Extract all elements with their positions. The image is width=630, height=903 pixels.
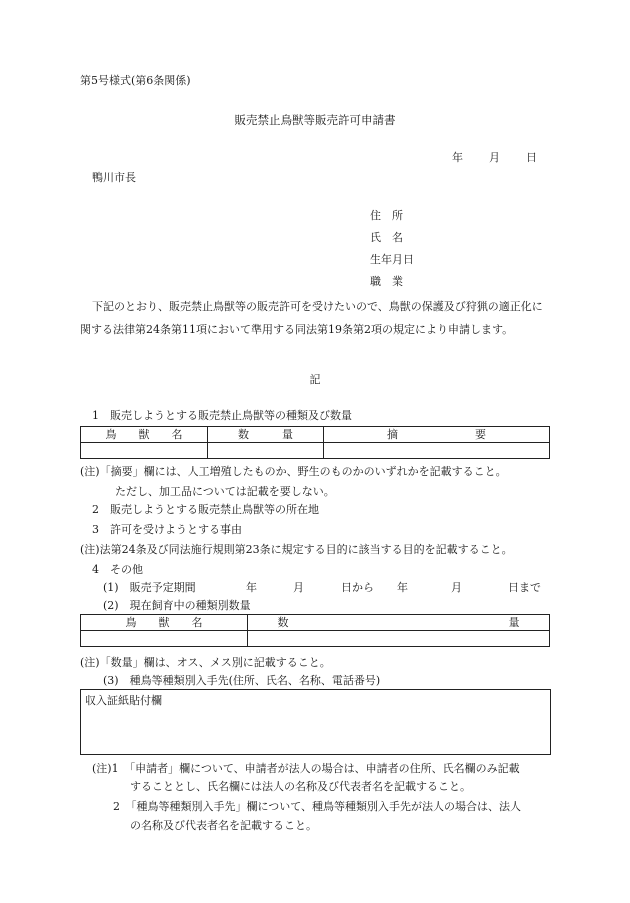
cell-quantity[interactable] — [248, 631, 550, 647]
to-day: 日まで — [508, 581, 541, 594]
applicant-birthdate-label: 生年月日 — [370, 253, 414, 266]
to-month: 月 — [451, 581, 462, 594]
table-header-row — [81, 427, 550, 443]
species-quantity-table — [80, 426, 550, 459]
recipient: 鴨川市長 — [92, 171, 136, 184]
section1-heading: 1 販売しようとする販売禁止鳥獣等の種類及び数量 — [92, 409, 352, 422]
footnote-2: 2 「種鳥等種類別入手先」欄について、種鳥等種類別入手先が法人の場合は、法人 — [113, 800, 522, 813]
col-species: 鳥 獣 名 — [81, 615, 248, 631]
table-row — [81, 631, 550, 647]
date-month: 月 — [489, 151, 500, 164]
col-quantity: 数 量 — [248, 615, 550, 631]
col-quantity: 数 量 — [208, 427, 324, 443]
cell-species[interactable] — [81, 443, 208, 459]
revenue-stamp-box — [80, 689, 551, 755]
intro-paragraph: 下記のとおり、販売禁止鳥獣等の販売許可を受けたいので、鳥獣の保護及び狩猟の適正化に関する法律第24条第11項において準用する同法第19条第2項の規定により申請します。 — [80, 300, 543, 336]
section2-heading: 2 販売しようとする販売禁止鳥獣等の所在地 — [92, 503, 319, 516]
section3-heading: 3 許可を受けようとする事由 — [92, 523, 242, 536]
table-row — [81, 443, 550, 459]
col-remarks: 摘 要 — [324, 427, 550, 443]
cell-species[interactable] — [81, 631, 248, 647]
section3-note: (注)法第24条及び同法施行規則第23条に規定する目的に該当する目的を記載すること。 — [80, 543, 513, 556]
current-stock-note: (注)「数量」欄は、オス、メス別に記載すること。 — [80, 656, 331, 669]
footnote-1: (注)1 「申請者」欄について、申請者が法人の場合は、申請者の住所、氏名欄のみ記載 — [92, 762, 520, 775]
section1-note: (注)「摘要」欄には、人工増殖したものか、野生のものかのいずれかを記載すること。 — [80, 465, 507, 478]
footnote-1-cont: することとし、氏名欄には法人の名称及び代表者名を記載すること。 — [130, 780, 471, 793]
cell-remarks[interactable] — [324, 443, 550, 459]
applicant-occupation-label: 職 業 — [370, 275, 403, 288]
from-day: 日から — [341, 581, 374, 594]
revenue-stamp-label: 収入証紙貼付欄 — [85, 694, 162, 707]
date-year: 年 — [452, 151, 463, 164]
current-stock-heading: (2) 現在飼育中の種類別数量 — [103, 599, 251, 612]
applicant-address-label: 住 所 — [370, 209, 403, 222]
source-heading: (3) 種鳥等種類別入手先(住所、氏名、名称、電話番号) — [103, 674, 381, 687]
current-stock-table — [80, 614, 550, 647]
table-header-row — [81, 615, 550, 631]
applicant-block — [370, 205, 414, 293]
cell-quantity[interactable] — [208, 443, 324, 459]
footnote-2-cont: の名称及び代表者名を記載すること。 — [130, 819, 317, 832]
section1-note-cont: ただし、加工品については記載を要しない。 — [115, 485, 335, 498]
form-number: 第5号様式(第6条関係) — [80, 74, 191, 87]
to-year: 年 — [397, 581, 408, 594]
ki-heading: 記 — [309, 373, 321, 386]
from-month: 月 — [293, 581, 304, 594]
date-day: 日 — [526, 151, 537, 164]
from-year: 年 — [246, 581, 257, 594]
section4-heading: 4 その他 — [92, 563, 143, 576]
applicant-name-label: 氏 名 — [370, 231, 403, 244]
page-title: 販売禁止鳥獣等販売許可申請書 — [234, 113, 396, 127]
date-line — [452, 150, 537, 165]
col-species: 鳥 獣 名 — [81, 427, 208, 443]
sales-period-label: (1) 販売予定期間 — [103, 581, 196, 594]
